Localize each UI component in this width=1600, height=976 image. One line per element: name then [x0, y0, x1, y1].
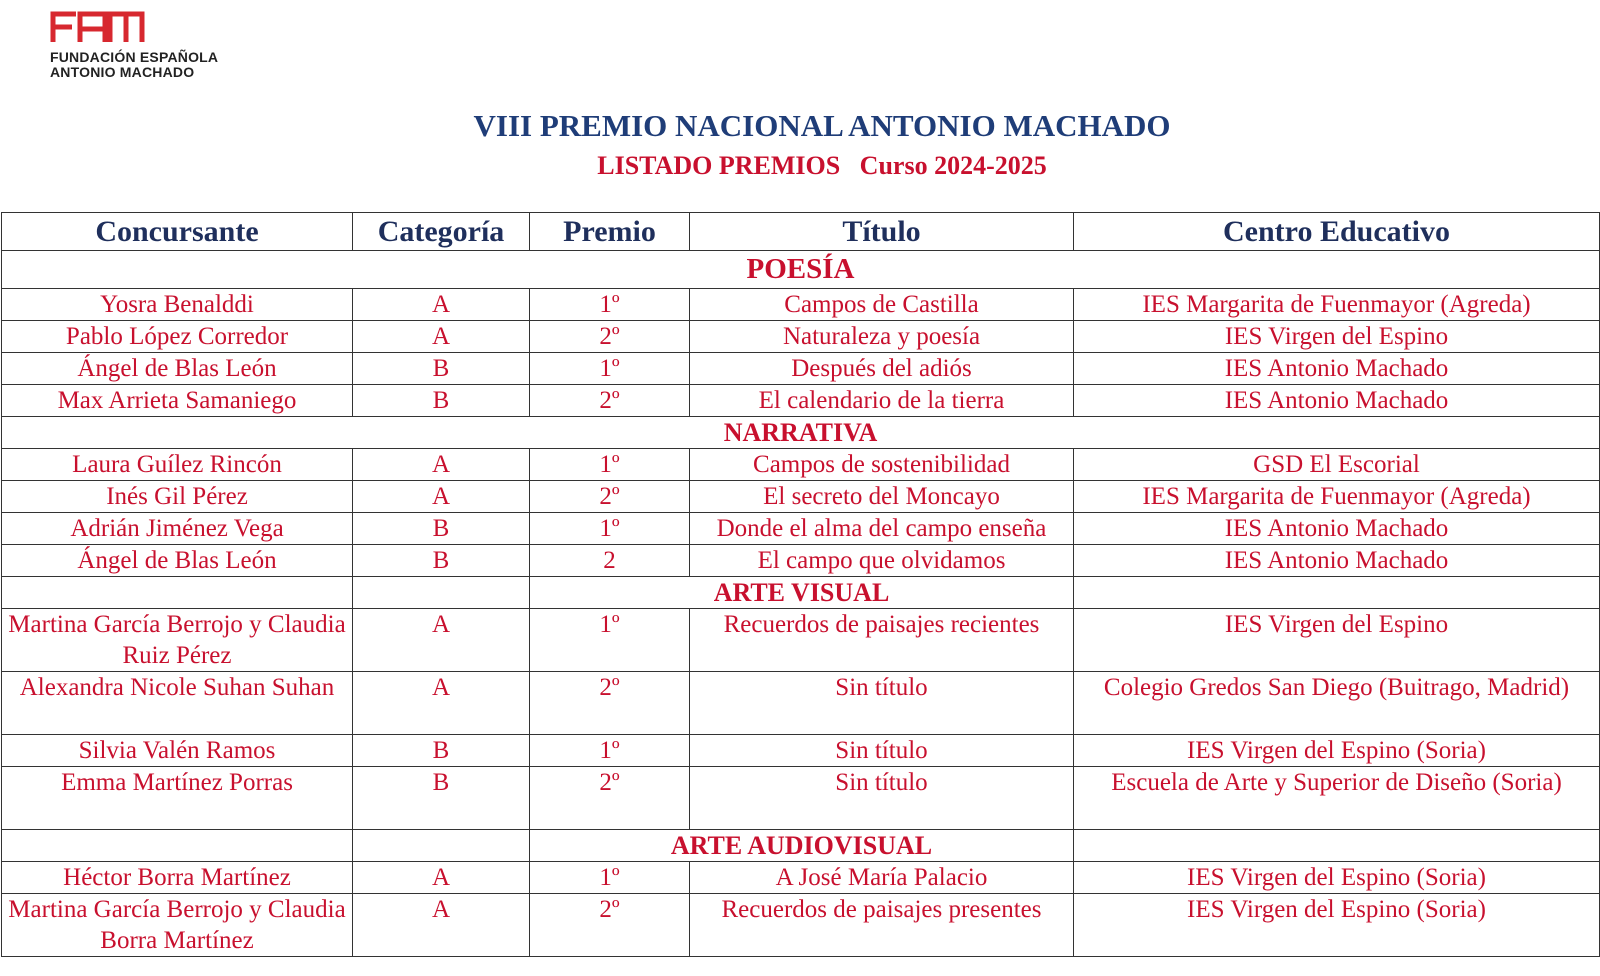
- table-row: [2, 767, 1600, 830]
- cell-premio: 1º: [530, 513, 690, 545]
- cell-categoria: B: [353, 735, 530, 767]
- cell-categoria: A: [353, 321, 530, 353]
- page-title: VIII PREMIO NACIONAL ANTONIO MACHADO: [473, 108, 1171, 143]
- cell-premio: 2: [530, 545, 690, 577]
- cell-centro: IES Antonio Machado: [1074, 513, 1600, 545]
- table-row: [2, 385, 1600, 417]
- cell-categoria: A: [353, 481, 530, 513]
- cell-titulo: Donde el alma del campo enseña: [690, 513, 1074, 545]
- logo-line-1: FUNDACIÓN ESPAÑOLA: [50, 49, 219, 65]
- fam-logo: [50, 10, 218, 80]
- cell-concursante: Max Arrieta Samaniego: [2, 385, 353, 417]
- header-categoria: Categoría: [353, 213, 530, 251]
- logo-text: [50, 50, 218, 80]
- table-row: [2, 672, 1600, 735]
- cell-centro: Escuela de Arte y Superior de Diseño (Soria): [1074, 767, 1600, 830]
- cell-centro: IES Margarita de Fuenmayor (Agreda): [1074, 289, 1600, 321]
- section-row-arte-audiovisual: [2, 830, 1600, 862]
- header-premio: Premio: [530, 213, 690, 251]
- cell-titulo: A José María Palacio: [690, 862, 1074, 894]
- cell-concursante: Martina García Berrojo y Claudia Ruiz Pérez: [2, 609, 353, 672]
- fam-logo-icon: [50, 10, 146, 44]
- cell-premio: 1º: [530, 449, 690, 481]
- cell-concursante: Héctor Borra Martínez: [2, 862, 353, 894]
- section-title: NARRATIVA: [2, 417, 1600, 449]
- cell-titulo: Después del adiós: [690, 353, 1074, 385]
- cell-centro: GSD El Escorial: [1074, 449, 1600, 481]
- cell-premio: 1º: [530, 862, 690, 894]
- cell-premio: 2º: [530, 385, 690, 417]
- empty-cell: [353, 830, 530, 862]
- cell-centro: IES Antonio Machado: [1074, 353, 1600, 385]
- cell-premio: 2º: [530, 672, 690, 735]
- table-row: [2, 289, 1600, 321]
- header-titulo: Título: [690, 213, 1074, 251]
- header-concursante: Concursante: [2, 213, 353, 251]
- cell-concursante: Yosra Benalddi: [2, 289, 353, 321]
- cell-premio: 1º: [530, 735, 690, 767]
- cell-titulo: El campo que olvidamos: [690, 545, 1074, 577]
- cell-premio: 2º: [530, 481, 690, 513]
- logo-line-2: ANTONIO MACHADO: [50, 64, 195, 80]
- cell-concursante: Silvia Valén Ramos: [2, 735, 353, 767]
- cell-centro: IES Antonio Machado: [1074, 545, 1600, 577]
- empty-cell: [353, 577, 530, 609]
- cell-concursante: Ángel de Blas León: [2, 353, 353, 385]
- cell-concursante: Inés Gil Pérez: [2, 481, 353, 513]
- cell-concursante: Adrián Jiménez Vega: [2, 513, 353, 545]
- section-title: ARTE AUDIOVISUAL: [530, 830, 1074, 862]
- table-row: [2, 894, 1600, 957]
- page-subtitle: LISTADO PREMIOS Curso 2024-2025: [597, 151, 1047, 180]
- cell-centro: IES Virgen del Espino: [1074, 609, 1600, 672]
- table-row: [2, 353, 1600, 385]
- cell-titulo: Campos de Castilla: [690, 289, 1074, 321]
- table-row: [2, 545, 1600, 577]
- cell-premio: 2º: [530, 321, 690, 353]
- cell-categoria: B: [353, 767, 530, 830]
- table-row: [2, 735, 1600, 767]
- cell-concursante: Laura Guílez Rincón: [2, 449, 353, 481]
- cell-titulo: Naturaleza y poesía: [690, 321, 1074, 353]
- cell-categoria: B: [353, 353, 530, 385]
- cell-concursante: Ángel de Blas León: [2, 545, 353, 577]
- empty-cell: [1074, 830, 1600, 862]
- section-title: ARTE VISUAL: [530, 577, 1074, 609]
- table-row: [2, 321, 1600, 353]
- cell-categoria: B: [353, 513, 530, 545]
- table-header-row: [2, 213, 1600, 251]
- cell-centro: Colegio Gredos San Diego (Buitrago, Madrid): [1074, 672, 1600, 735]
- section-title: POESÍA: [2, 251, 1600, 289]
- cell-categoria: B: [353, 545, 530, 577]
- empty-cell: [1074, 577, 1600, 609]
- cell-titulo: Sin título: [690, 735, 1074, 767]
- cell-titulo: Recuerdos de paisajes recientes: [690, 609, 1074, 672]
- cell-titulo: Sin título: [690, 672, 1074, 735]
- cell-premio: 1º: [530, 609, 690, 672]
- empty-cell: [2, 830, 353, 862]
- cell-categoria: A: [353, 289, 530, 321]
- table-row: [2, 481, 1600, 513]
- cell-premio: 2º: [530, 894, 690, 957]
- cell-categoria: B: [353, 385, 530, 417]
- table-row: [2, 449, 1600, 481]
- cell-categoria: A: [353, 894, 530, 957]
- cell-categoria: A: [353, 449, 530, 481]
- cell-centro: IES Virgen del Espino (Soria): [1074, 735, 1600, 767]
- cell-titulo: Campos de sostenibilidad: [690, 449, 1074, 481]
- header-centro-educativo: Centro Educativo: [1074, 213, 1600, 251]
- cell-premio: 2º: [530, 767, 690, 830]
- section-row-arte-visual: [2, 577, 1600, 609]
- cell-centro: IES Virgen del Espino (Soria): [1074, 862, 1600, 894]
- cell-centro: IES Margarita de Fuenmayor (Agreda): [1074, 481, 1600, 513]
- cell-centro: IES Virgen del Espino: [1074, 321, 1600, 353]
- table-row: [2, 609, 1600, 672]
- cell-titulo: El calendario de la tierra: [690, 385, 1074, 417]
- cell-concursante: Alexandra Nicole Suhan Suhan: [2, 672, 353, 735]
- cell-titulo: Recuerdos de paisajes presentes: [690, 894, 1074, 957]
- cell-centro: IES Virgen del Espino (Soria): [1074, 894, 1600, 957]
- table-row: [2, 513, 1600, 545]
- table-row: [2, 862, 1600, 894]
- cell-titulo: Sin título: [690, 767, 1074, 830]
- cell-titulo: El secreto del Moncayo: [690, 481, 1074, 513]
- cell-centro: IES Antonio Machado: [1074, 385, 1600, 417]
- cell-categoria: A: [353, 672, 530, 735]
- cell-concursante: Martina García Berrojo y Claudia Borra Martínez: [2, 894, 353, 957]
- awards-table: [1, 212, 1600, 957]
- section-row-poesia: [2, 251, 1600, 289]
- empty-cell: [2, 577, 353, 609]
- cell-premio: 1º: [530, 289, 690, 321]
- cell-categoria: A: [353, 862, 530, 894]
- cell-concursante: Pablo López Corredor: [2, 321, 353, 353]
- cell-categoria: A: [353, 609, 530, 672]
- section-row-narrativa: [2, 417, 1600, 449]
- cell-premio: 1º: [530, 353, 690, 385]
- cell-concursante: Emma Martínez Porras: [2, 767, 353, 830]
